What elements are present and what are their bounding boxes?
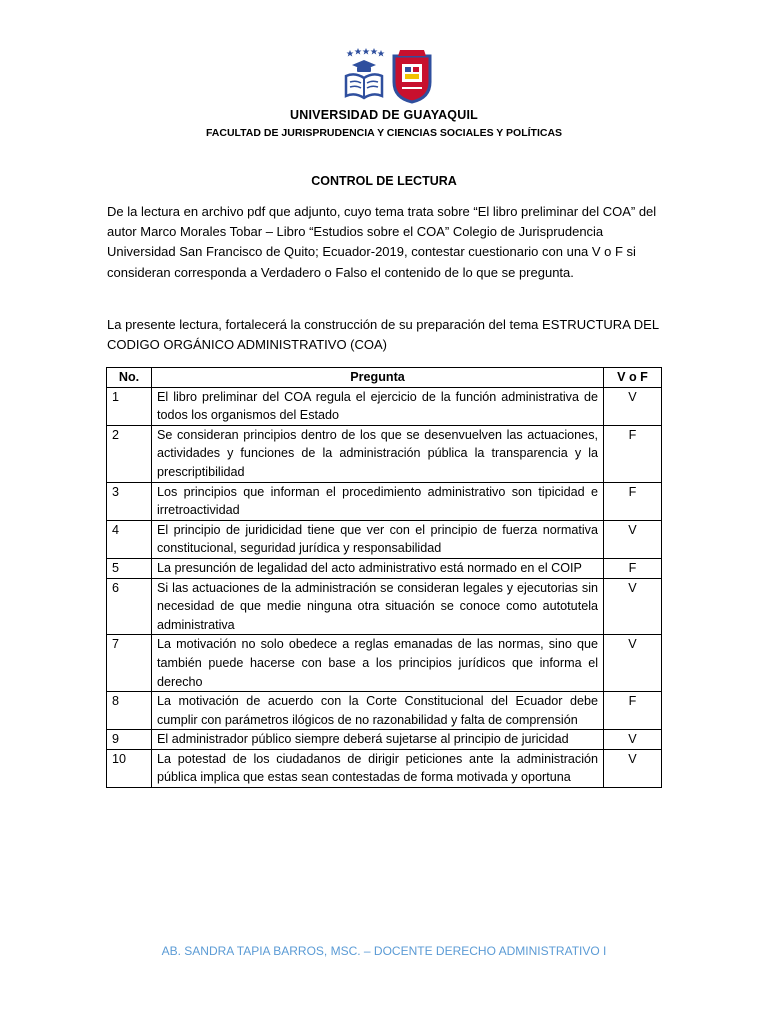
- row-answer: V: [604, 730, 662, 750]
- row-number: 5: [107, 558, 152, 578]
- university-shield-icon: [390, 46, 434, 104]
- document-title: CONTROL DE LECTURA: [311, 174, 457, 188]
- row-answer: V: [604, 749, 662, 787]
- table-row: [107, 482, 662, 520]
- row-answer: V: [604, 578, 662, 635]
- table-header-row: [107, 368, 662, 388]
- row-answer: V: [604, 520, 662, 558]
- row-question: La presunción de legalidad del acto administrativo está normado en el COIP: [152, 558, 604, 578]
- row-number: 4: [107, 520, 152, 558]
- column-header-no: No.: [107, 368, 152, 388]
- table-row: [107, 692, 662, 730]
- row-question: El principio de juridicidad tiene que ver con el principio de fuerza normativa constitucional, seguridad jurídica y responsabilidad: [152, 520, 604, 558]
- table-row: [107, 387, 662, 425]
- row-answer: F: [604, 558, 662, 578]
- row-number: 1: [107, 387, 152, 425]
- column-header-question: Pregunta: [152, 368, 604, 388]
- row-question: La potestad de los ciudadanos de dirigir peticiones ante la administración pública implica que estas sean contestadas de forma motivada y oportuna: [152, 749, 604, 787]
- table-row: [107, 520, 662, 558]
- row-number: 10: [107, 749, 152, 787]
- table-row: [107, 749, 662, 787]
- table-row: [107, 558, 662, 578]
- row-number: 8: [107, 692, 152, 730]
- row-number: 7: [107, 635, 152, 692]
- column-header-answer: V o F: [604, 368, 662, 388]
- table-row: [107, 425, 662, 482]
- faculty-name: FACULTAD DE JURISPRUDENCIA Y CIENCIAS SOCIALES Y POLÍTICAS: [205, 127, 563, 139]
- table-row: [107, 730, 662, 750]
- row-question: Se consideran principios dentro de los que se desenvuelven las actuaciones, actividades y funciones de la administración pública la transparencia y la prescriptibilidad: [152, 425, 604, 482]
- row-question: Si las actuaciones de la administración se consideran legales y ejecutorias sin necesidad de que medie ninguna otra situación se conoce como autotutela administrativa: [152, 578, 604, 635]
- instructions-paragraph: De la lectura en archivo pdf que adjunto, cuyo tema trata sobre “El libro preliminar del COA” del autor Marco Morales Tobar – Libro “Estudios sobre el COA” Colegio de Jurisprudencia Universidad San Francisco de Quito; Ecuador-2019, contestar cuestionario con una V o F si consideran corresponda a Verdadero o Falso el contenido de lo que se pregunta.: [107, 204, 657, 280]
- table-row: [107, 578, 662, 635]
- row-question: Los principios que informan el procedimiento administrativo son tipicidad e irretroactividad: [152, 482, 604, 520]
- table-row: [107, 635, 662, 692]
- row-answer: F: [604, 425, 662, 482]
- row-question: La motivación de acuerdo con la Corte Constitucional del Ecuador debe cumplir con parámetros ilógicos de no razonabilidad y falta de comprensión: [152, 692, 604, 730]
- purpose-paragraph: La presente lectura, fortalecerá la construcción de su preparación del tema ESTRUCTURA DEL CODIGO ORGÁNICO ADMINISTRATIVO (COA): [107, 317, 659, 353]
- row-number: 3: [107, 482, 152, 520]
- row-answer: V: [604, 635, 662, 692]
- questionnaire-table: [106, 367, 662, 788]
- open-book-emblem-icon: [342, 46, 386, 104]
- row-answer: F: [604, 482, 662, 520]
- footer-author: AB. SANDRA TAPIA BARROS, MSC. – DOCENTE DERECHO ADMINISTRATIVO I: [161, 944, 607, 958]
- row-number: 2: [107, 425, 152, 482]
- row-answer: F: [604, 692, 662, 730]
- university-logos: [342, 46, 434, 104]
- row-number: 9: [107, 730, 152, 750]
- row-question: El administrador público siempre deberá sujetarse al principio de juricidad: [152, 730, 604, 750]
- row-number: 6: [107, 578, 152, 635]
- university-name: UNIVERSIDAD DE GUAYAQUIL: [290, 108, 478, 122]
- row-question: El libro preliminar del COA regula el ejercicio de la función administrativa de todos los organismos del Estado: [152, 387, 604, 425]
- row-answer: V: [604, 387, 662, 425]
- row-question: La motivación no solo obedece a reglas emanadas de las normas, sino que también puede hacerse con base a los principios jurídicos que informa el derecho: [152, 635, 604, 692]
